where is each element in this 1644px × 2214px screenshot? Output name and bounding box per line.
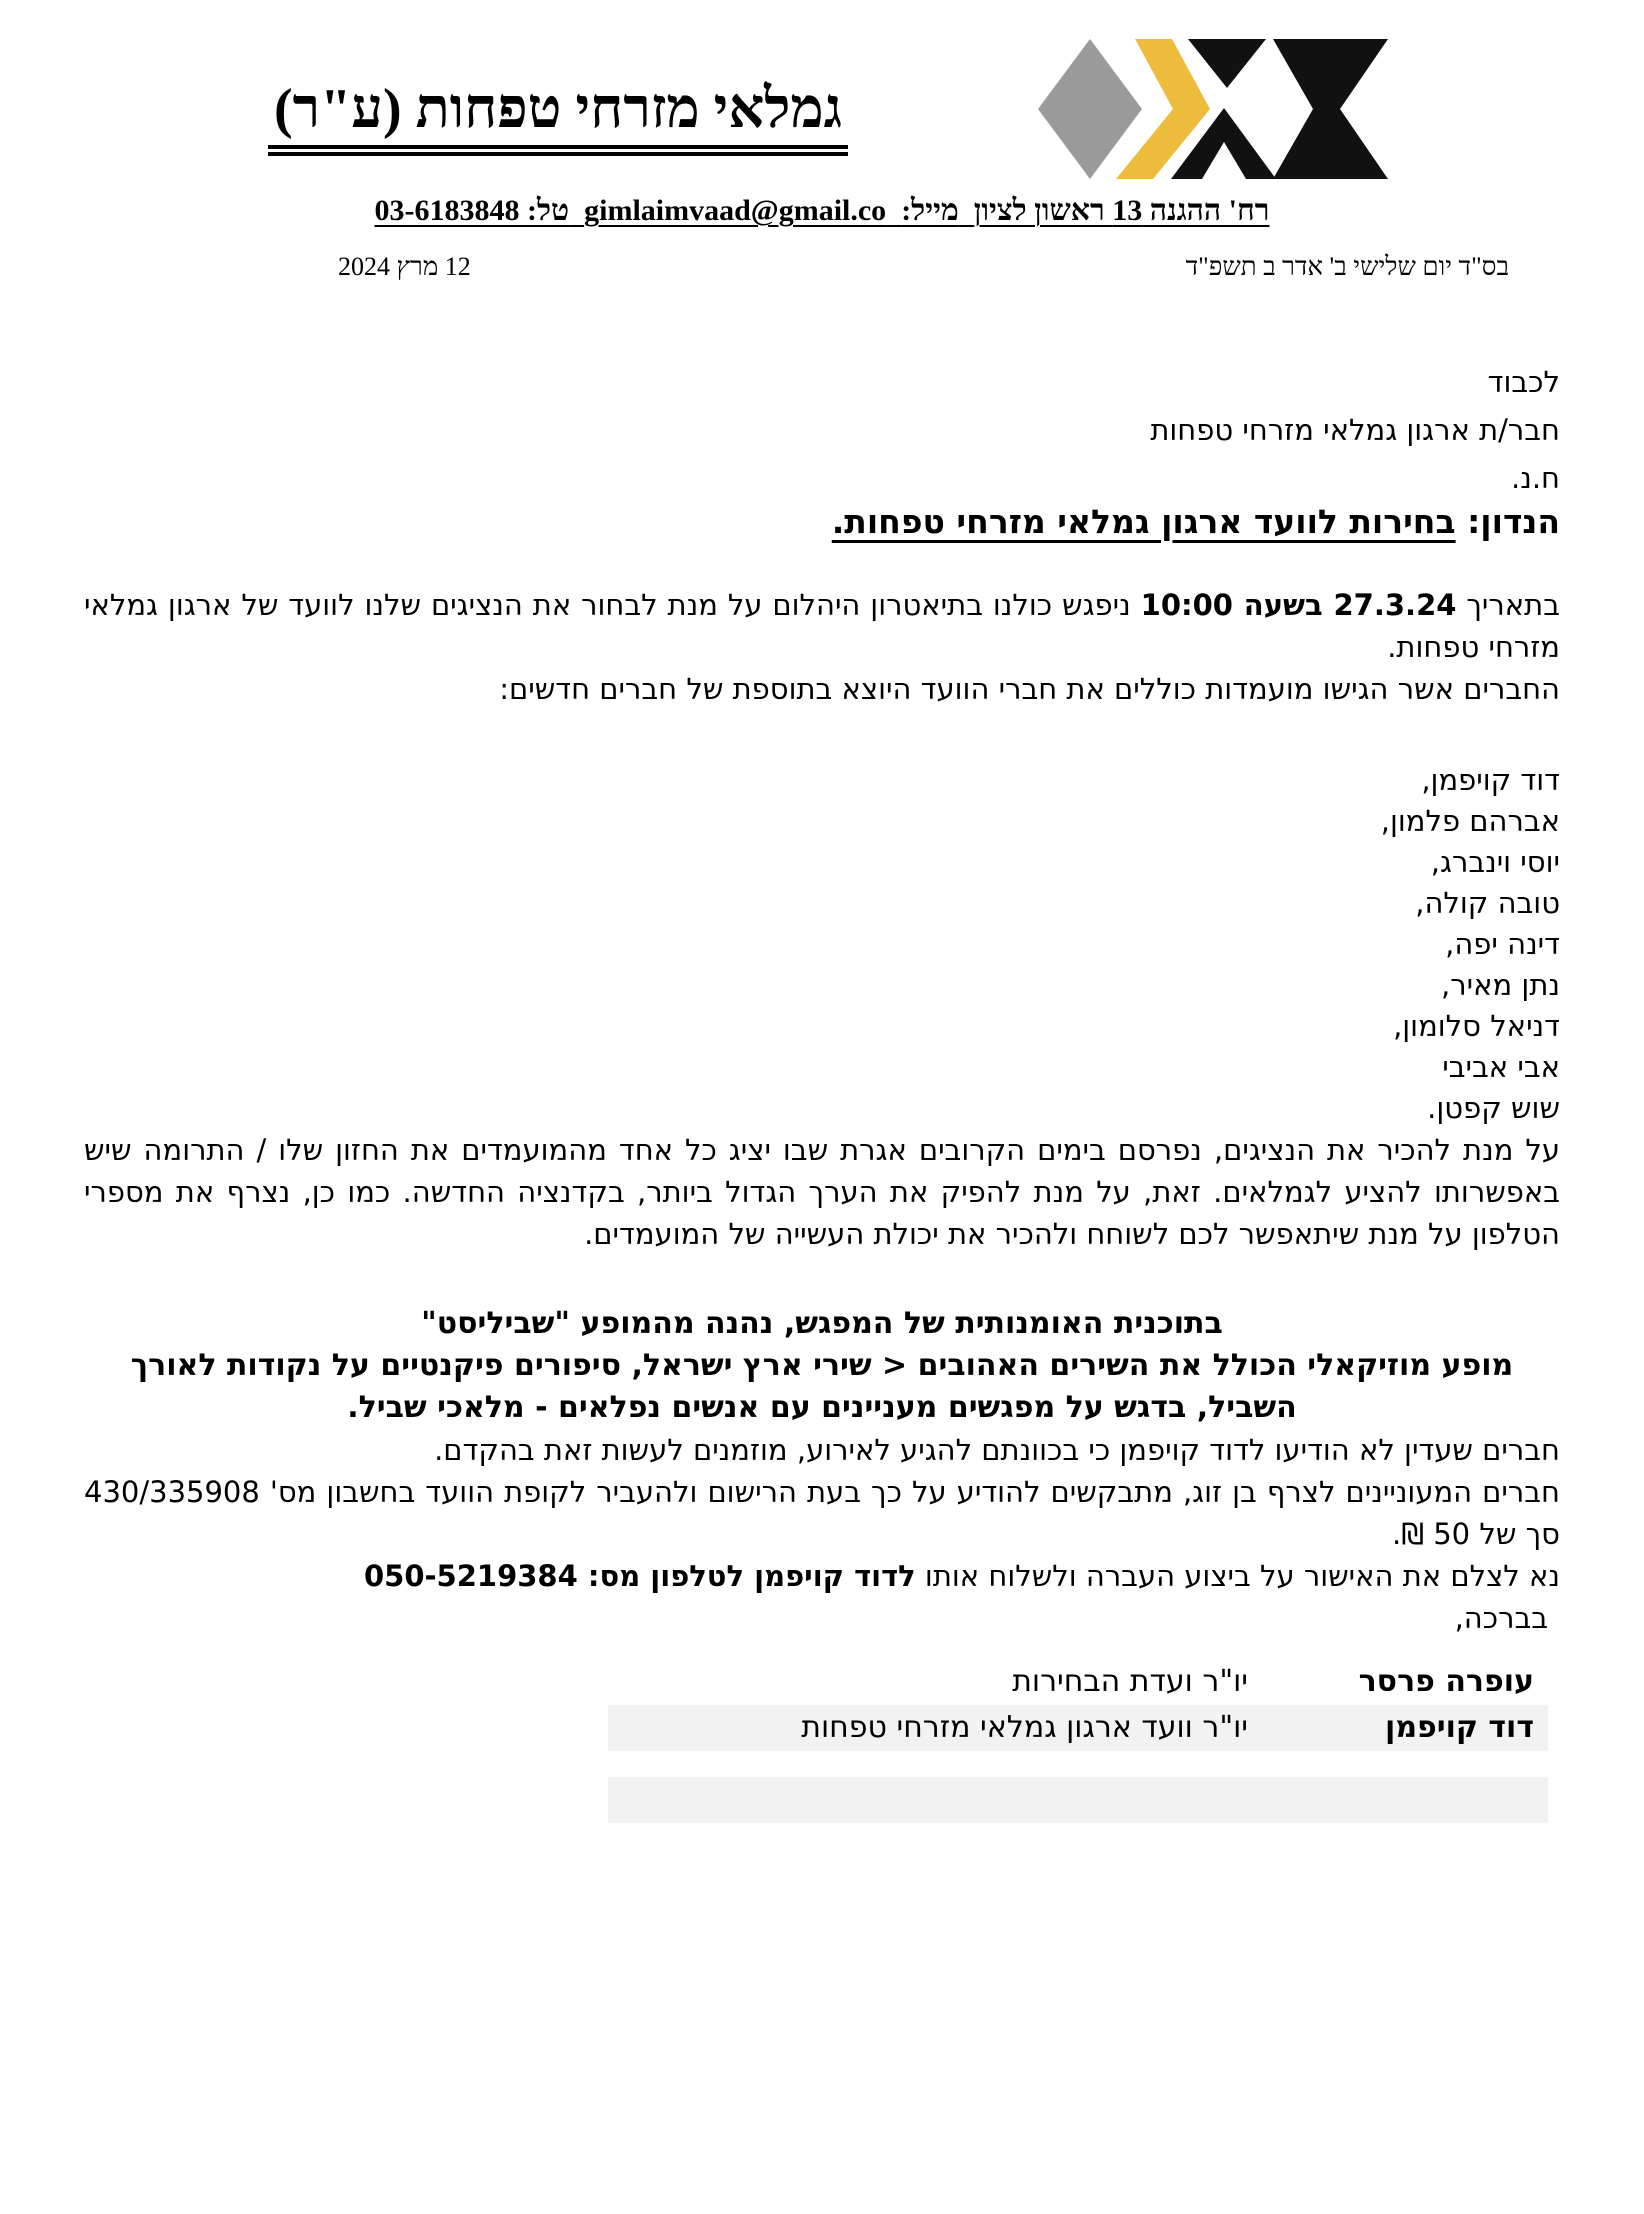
signer-name: עופרה פרסר xyxy=(1358,1664,1534,1699)
payment-text-pre: נא לצלם את האישור על ביצוע העברה ולשלוח אותו xyxy=(924,1559,1560,1593)
letter-header xyxy=(0,0,1644,300)
meeting-datetime: 27.3.24 בשעה 10:00 xyxy=(1140,588,1457,622)
email-address[interactable]: gimlaimvaad@gmail.co xyxy=(584,194,887,227)
candidates-info-paragraph: על מנת להכיר את הנציגים, נפרסם בימים הקרובים אגרת שבו יציג כל אחד מהמועמדים את החזון שלו / התרומה שיש באפשרותו להציע לגמלאים. זאת, על מנת להפיק את הערך הגדול ביותר, בקדנציה החדשה. כמו כן, נצרף את מספרי הטלפון על מנת שיתאפשר לכם לשוחח ולהכיר את יכולת העשייה של המועמדים. xyxy=(84,1133,1560,1251)
subject-label: הנדון: xyxy=(1467,502,1560,541)
addressee-line: ח.נ. xyxy=(1511,461,1560,495)
letter-body xyxy=(0,358,1644,1823)
signer-role: יו"ר ועדת הבחירות xyxy=(1012,1664,1248,1699)
signer-name: דוד קויפמן xyxy=(1385,1710,1534,1745)
addressee-line: חבר/ת ארגון גמלאי מזרחי טפחות xyxy=(1150,413,1560,447)
phone-label: טל: xyxy=(526,194,570,227)
phone-number: 03-6183848 xyxy=(374,194,520,227)
payment-contact-bold: לדוד קויפמן לטלפון מס: 050-5219384 xyxy=(363,1559,916,1593)
signature-row xyxy=(608,1705,1548,1751)
closing-salutation: בברכה, xyxy=(1454,1601,1548,1635)
contact-line xyxy=(0,194,1644,228)
addressee-block xyxy=(84,358,1560,502)
candidates-list xyxy=(84,760,1560,1129)
logo-black-block xyxy=(1273,39,1388,179)
logo-black-x-top xyxy=(1188,39,1266,88)
signature-block xyxy=(608,1659,1548,1823)
hebrew-date: בס"ד יום שלישי ב' אדר ב תשפ"ד xyxy=(1185,252,1509,281)
candidates-intro: החברים אשר הגישו מועמדות כוללים את חברי הוועד היוצא בתוספת של חברים חדשים: xyxy=(499,672,1560,706)
signer-role: יו"ר וועד ארגון גמלאי מזרחי טפחות xyxy=(801,1710,1248,1745)
addressee-line: לכבוד xyxy=(1487,365,1560,399)
candidate-name: טובה קולה, xyxy=(1415,886,1560,920)
organization-title: גמלאי מזרחי טפחות (ע"ר) xyxy=(268,78,848,156)
meeting-paragraph-block xyxy=(84,584,1560,710)
candidate-name: דניאל סלומון, xyxy=(1393,1009,1560,1043)
candidate-name: דוד קויפמן, xyxy=(1421,763,1560,797)
signature-row xyxy=(608,1659,1548,1705)
mizrahi-tefahot-logo xyxy=(1038,36,1390,183)
spouse-payment-paragraph: חברים המעוניינים לצרף בן זוג, מתבקשים להודיע על כך בעת הרישום ולהעביר לקופת הוועד בחשבון מס' 430/335908 סך של 50 ₪. xyxy=(84,1475,1560,1551)
contact-address: רח' ההגנה 13 ראשון לציון xyxy=(973,194,1270,227)
payment-confirmation-line xyxy=(84,1555,1560,1597)
logo-gray-diamond xyxy=(1038,39,1142,179)
meeting-paragraph xyxy=(84,584,1560,668)
email-label: מייל: xyxy=(901,194,959,227)
gregorian-date: 12 מרץ 2024 xyxy=(338,252,471,281)
show-title: בתוכנית האומנותית של המפגש, נהנה מהמופע "שביליסט" xyxy=(421,1306,1223,1341)
meeting-text-pre: בתאריך xyxy=(1466,588,1561,622)
show-description: מופע מוזיקאלי הכולל את השירים האהובים < שירי ארץ ישראל, סיפורים פיקנטיים על נקודות לאורך השביל, בדגש על מפגשים מעניינים עם אנשים נפלאים - מלאכי שביל. xyxy=(130,1348,1514,1425)
candidate-name: אבי אביבי xyxy=(1442,1050,1560,1084)
subject-text: בחירות לוועד ארגון גמלאי מזרחי טפחות. xyxy=(831,502,1456,541)
candidate-name: נתן מאיר, xyxy=(1441,968,1560,1002)
candidate-name: יוסי וינברג, xyxy=(1430,845,1560,879)
candidate-name: אברהם פלמון, xyxy=(1380,804,1560,838)
signature-highlight-bar xyxy=(608,1777,1548,1823)
candidate-name: דינה יפה, xyxy=(1445,927,1560,961)
candidate-name: שוש קפטן. xyxy=(1427,1091,1560,1125)
show-announcement xyxy=(84,1303,1560,1429)
subject-line xyxy=(84,502,1560,542)
meeting-text-post: ניפגש כולנו בתיאטרון היהלום על מנת לבחור את הנציגים שלנו לוועד של ארגון גמלאי מזרחי טפחות. xyxy=(84,588,1560,664)
rsvp-reminder: חברים שעדין לא הודיעו לדוד קויפמן כי בכוונתם להגיע לאירוע, מוזמנים לעשות זאת בהקדם. xyxy=(434,1433,1560,1467)
